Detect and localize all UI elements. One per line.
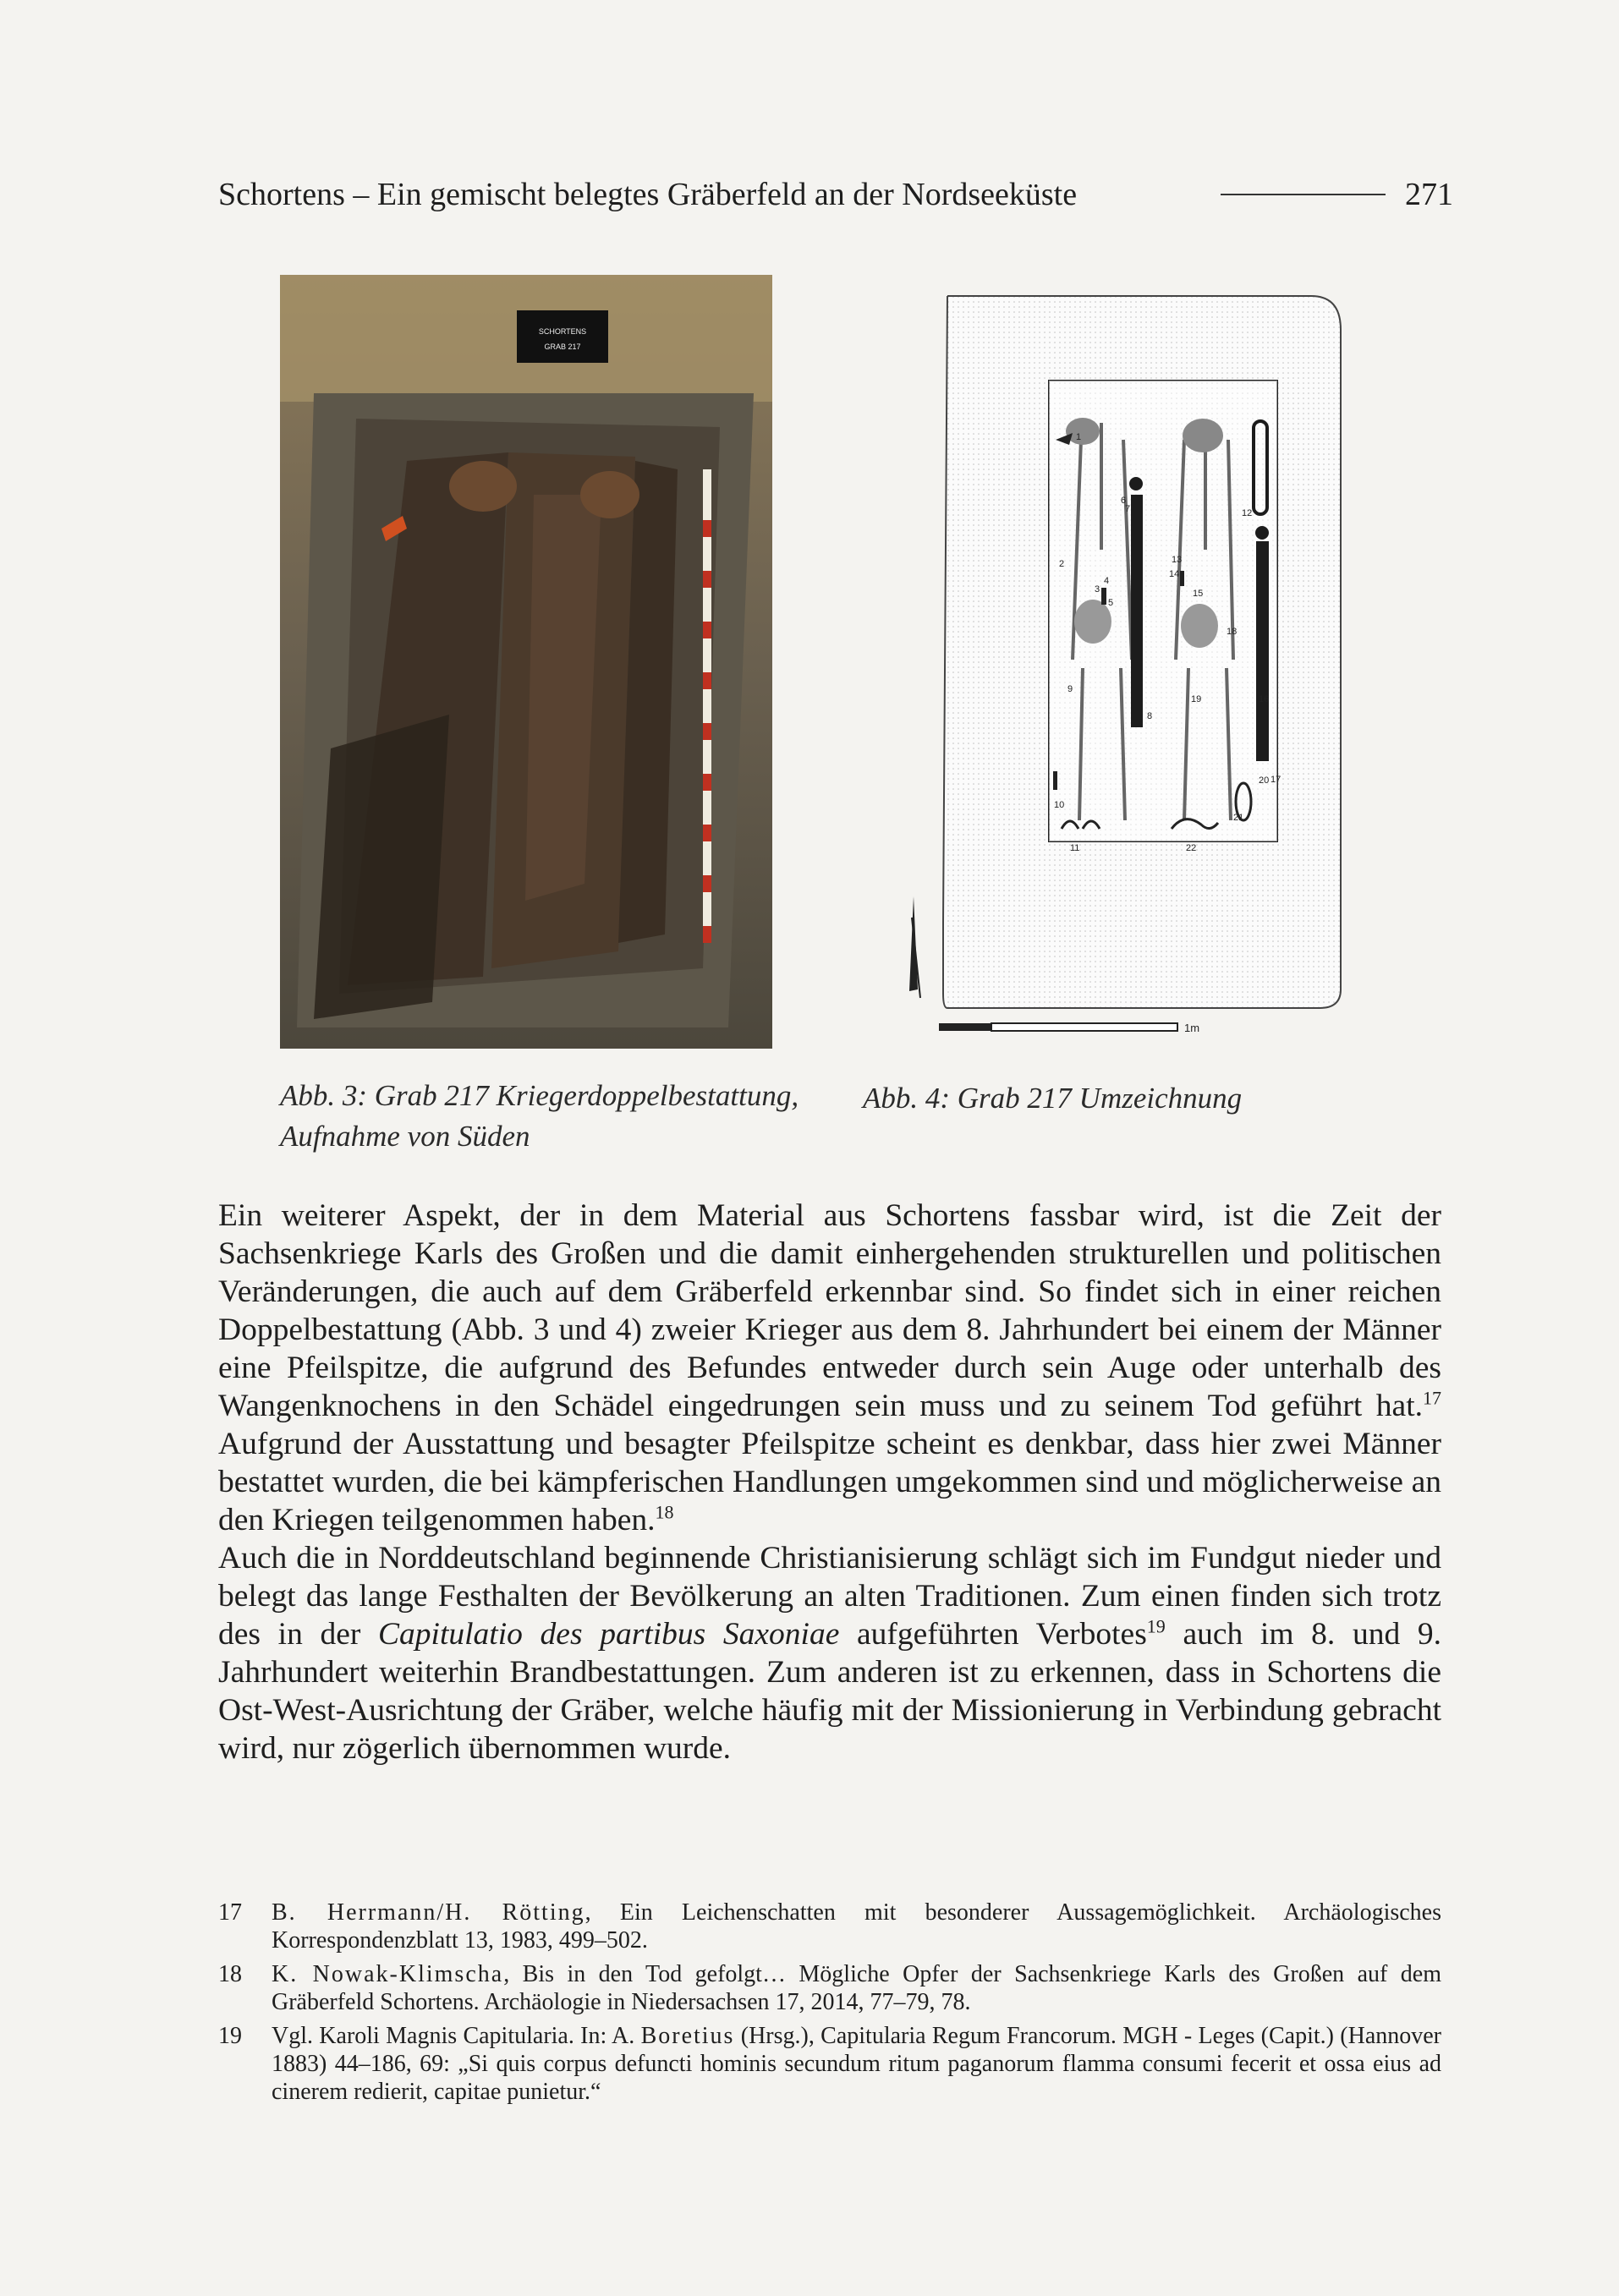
find-label: 9 [1067,684,1073,694]
find-label: 7 [1125,504,1131,514]
footnote-number: 17 [218,1899,242,1926]
find-label: 10 [1054,800,1065,810]
find-label: 16 [1259,694,1270,704]
footnotes [218,1899,1441,2112]
find-label: 11 [1070,843,1080,853]
footnote-ref-19: 19 [1146,1615,1166,1637]
footnote-author: Boretius [640,2023,735,2049]
find-label: 17 [1271,775,1281,785]
find-label: 13 [1172,555,1183,565]
footnote-text: (Hrsg.), Capitularia Regum Francorum. MGH - Leges (Capit.) (Hannover 1883) 44–186, 69: „Si quis corpus defuncti hominis secundum ritum paganorum flamma consumi fecerit et ossa eius ad cinerem redierit, capitae punietur.“ [272,2023,1442,2105]
grave-plan-illustration [880,279,1362,1049]
figure-3-photo [280,275,772,1049]
find-label: 12 [1242,508,1253,518]
footnote-number: 18 [218,1961,242,1987]
find-label: 18 [1227,627,1238,637]
footnote-18 [218,1960,1441,2016]
find-label: 1 [1076,432,1082,442]
find-label: 21 [1233,813,1244,823]
find-label: 4 [1104,576,1110,586]
page-number: 271 [1405,177,1453,212]
footnote-author: B. Herrmann/H. Rötting [272,1899,585,1926]
find-label: 5 [1108,598,1114,608]
footnote-author: K. Nowak-Klimscha [272,1961,504,1987]
find-label: 14 [1169,569,1180,579]
footnote-17 [218,1899,1441,1954]
find-label: 2 [1059,559,1065,569]
running-title: Schortens – Ein gemischt belegtes Gräberfeld an der Nordseeküste [218,177,1078,212]
footnote-number: 19 [218,2023,242,2049]
footnote-ref-18: 18 [655,1501,674,1523]
sign-line-2: GRAB 217 [544,342,581,351]
figure-3-caption: Abb. 3: Grab 217 Kriegerdoppelbestattung, Aufnahme von Süden [280,1079,799,1153]
find-label: 20 [1259,775,1270,786]
paragraph-1: Ein weiterer Aspekt, der in dem Material aus Schortens fassbar wird, ist die Zeit der Sachsenkriege Karls des Großen und die damit einhergehenden strukturellen und politischen Veränderungen, die auch auf dem Gräberfeld erkennbar sind. So findet sich in einer reichen Doppelbestattung (Abb. 3 und 4) zweier Krieger aus dem 8. Jahrhundert bei einem der Männer eine Pfeilspitze, die aufgrund des Befundes entweder durch sein Auge oder unterhalb des Wangenknochens in den Schädel eingedrungen sein muss und zu seinem Tod geführt hat.$^{17}$ Aufgrund der Ausstattung und besagter Pfeilspitze scheint es denkbar, dass hier zwei Männer bestattet wurden, die bei kämpferischen Handlungen umgekommen sind und möglicherweise an den Kriegen teilgenommen haben.$^{18}$ [218,1198,1441,1537]
figure-4-drawing [880,279,1362,1049]
footnote-prefix: Vgl. Karoli Magnis Capitularia. In: A. [272,2023,641,2049]
footnote-ref-17: 17 [1423,1387,1441,1409]
footnote-text: , Ein Leichenschatten mit besonderer Aussagemöglichkeit. Archäologisches Korrespondenzblatt 13, 1983, 499–502. [272,1899,1441,1954]
figure-4-caption: Abb. 4: Grab 217 Umzeichnung [863,1082,1243,1115]
find-label: 6 [1121,496,1127,506]
running-head [218,169,1453,220]
paragraph-2: Auch die in Norddeutschland beginnende Christianisierung schlägt sich im Fundgut nieder und belegt das lange Festhalten der Bevölkerung an alten Traditionen. Zum einen finden sich trotz des in der Capitulatio des partibus Saxoniae aufgeführten Verbotes$^{19}$ auch im 8. und 9. Jahrhundert weiterhin Brandbestattungen. Zum anderen ist zu erkennen, dass in Schortens die Ost-West-Ausrichtung der Gräber, welche häufig mit der Missionierung in Verbindung gebracht wird, nur zögerlich übernommen wurde. [218,1541,1441,1766]
find-label: 3 [1095,584,1100,595]
latin-title: Capitulatio des partibus Saxoniae [378,1617,840,1652]
footnote-19 [218,2022,1441,2106]
footnote-text: , Bis in den Tod gefolgt… Mögliche Opfer der Sachsenkriege Karls des Großen auf dem Gräberfeld Schortens. Archäologie in Niedersachsen 17, 2014, 77–79, 78. [272,1961,1441,2015]
sign-line-1: SCHORTENS [538,327,587,336]
scale-label: 1m [1184,1022,1200,1034]
find-label: 15 [1193,589,1204,599]
body-text [218,1197,1441,1767]
header-rule [1221,194,1386,195]
find-label: 22 [1186,843,1197,853]
grave-photo-illustration [280,275,772,1049]
find-label: 19 [1191,694,1202,704]
find-label: 8 [1147,711,1153,721]
